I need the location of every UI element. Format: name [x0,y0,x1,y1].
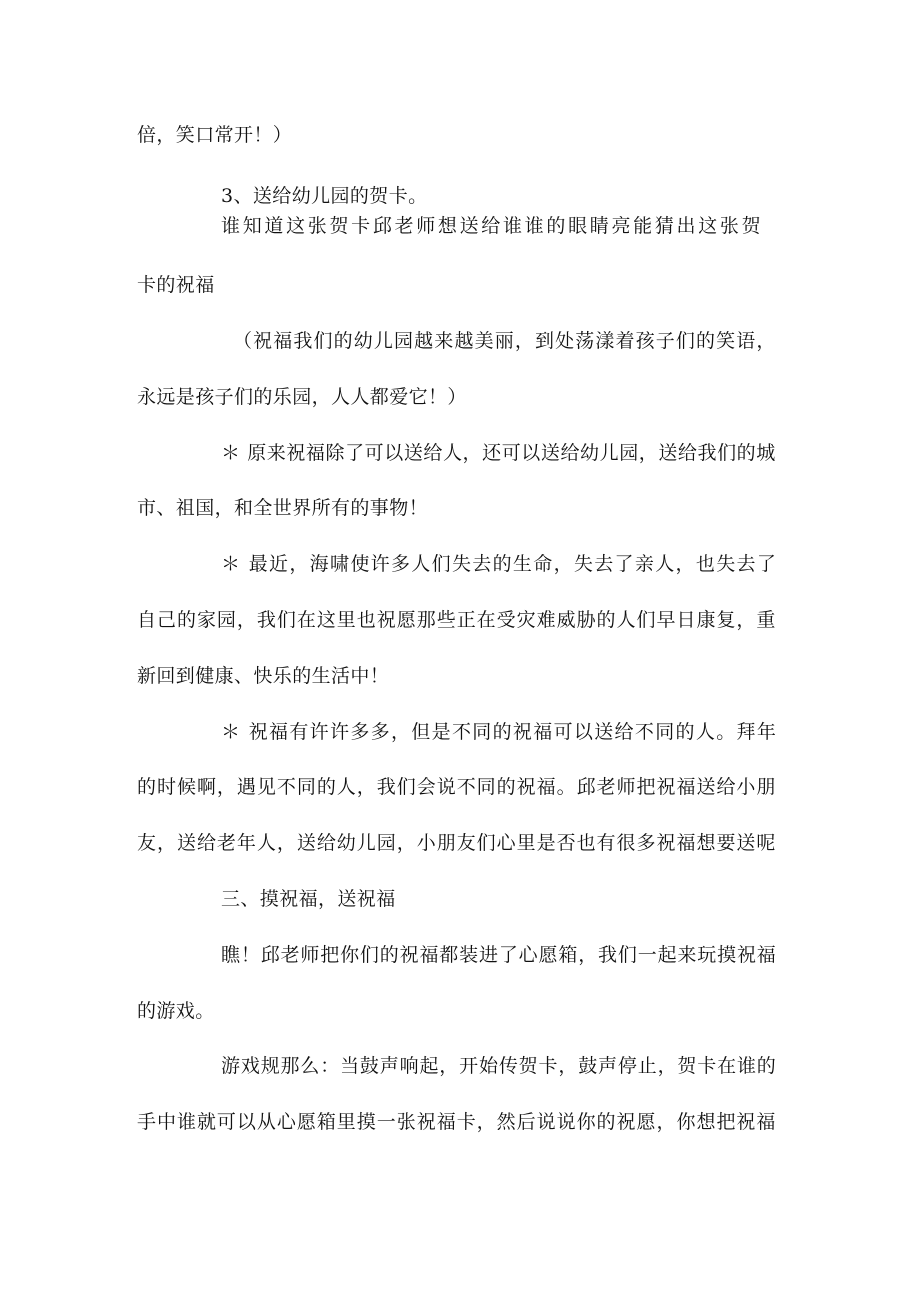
text-line-13: 的时候啊，遇见不同的人，我们会说不同的祝福。邱老师把祝福送给小朋 [137,776,777,798]
text-line-19: 手中谁就可以从心愿箱里摸一张祝福卡，然后说说你的祝愿，你想把祝福 [137,1111,777,1133]
text-line-6: 永远是孩子们的乐园，人人都爱它！） [137,386,467,408]
text-line-4: 卡的祝福 [137,274,215,296]
section-heading: 三、摸祝福，送祝福 [221,888,396,910]
text-line-2: 3、送给幼儿园的贺卡。 [221,185,428,207]
text-line-1: 倍，笑口常开！） [137,124,293,146]
text-line-10: 自己的家园，我们在这里也祝愿那些正在受灾难威胁的人们早日康复，重 [137,609,777,631]
text-line-18: 游戏规那么：当鼓声响起，开始传贺卡，鼓声停止，贺卡在谁的 [221,1055,777,1077]
text-line-12: ＊ 祝福有许许多多，但是不同的祝福可以送给不同的人。拜年 [221,721,778,743]
text-line-16: 瞧！邱老师把你们的祝福都装进了心愿箱，我们一起来玩摸祝福 [221,944,777,966]
text-line-11: 新回到健康、快乐的生活中！ [137,665,390,687]
text-line-3: 谁知道这张贺卡邱老师想送给谁谁的眼睛亮能猜出这张贺 [221,215,764,237]
text-line-5: （祝福我们的幼儿园越来越美丽，到处荡漾着孩子们的笑语， [233,330,777,352]
text-line-9: ＊ 最近，海啸使许多人们失去的生命，失去了亲人，也失去了 [221,553,778,575]
text-line-8: 市、祖国，和全世界所有的事物！ [137,497,429,519]
text-line-17: 的游戏。 [137,1000,215,1022]
text-line-14: 友，送给老年人，送给幼儿园，小朋友们心里是否也有很多祝福想要送呢 [137,832,777,854]
text-line-7: ＊ 原来祝福除了可以送给人，还可以送给幼儿园，送给我们的城 [221,442,776,464]
